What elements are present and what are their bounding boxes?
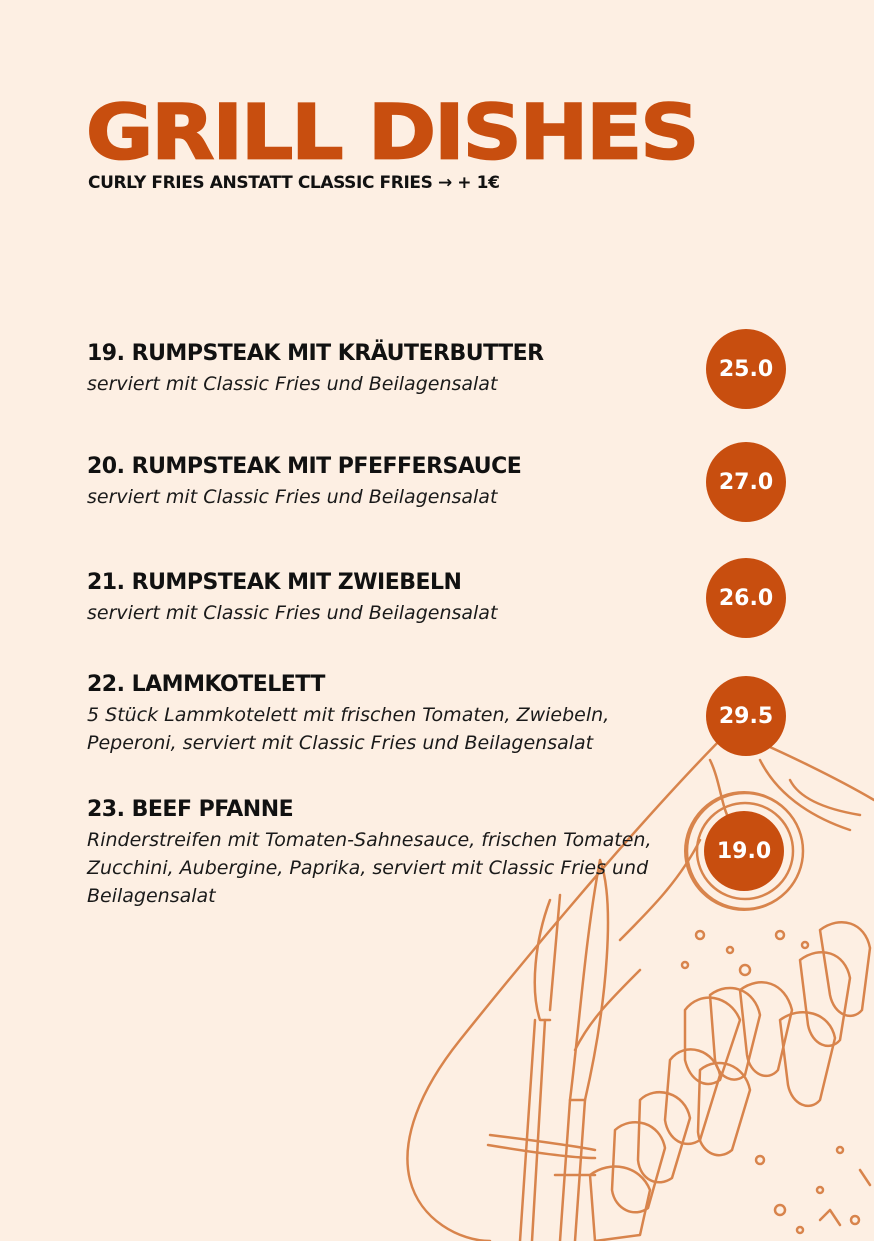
steak-slices bbox=[590, 922, 870, 1241]
menu-item bbox=[87, 453, 687, 511]
item-description: serviert mit Classic Fries und Beilagensalat bbox=[87, 602, 498, 624]
item-description: serviert mit Classic Fries und Beilagensalat bbox=[87, 486, 498, 508]
item-name: 23. BEEF PFANNE bbox=[87, 797, 294, 822]
item-name: 22. LAMMKOTELETT bbox=[87, 672, 325, 697]
menu-item bbox=[87, 671, 687, 757]
price-badge: 29.5 bbox=[706, 676, 786, 756]
item-description: 5 Stück Lammkotelett mit frischen Tomaten, Zwiebeln, Peperoni, serviert mit Classic Fries und Beilagensalat bbox=[87, 704, 610, 754]
item-name: 20. RUMPSTEAK MIT PFEFFERSAUCE bbox=[87, 454, 522, 479]
menu-item bbox=[87, 569, 687, 627]
crumbs bbox=[682, 931, 870, 1233]
price-badge: 25.0 bbox=[706, 329, 786, 409]
item-description: Rinderstreifen mit Tomaten-Sahnesauce, frischen Tomaten, Zucchini, Aubergine, Paprika, serviert mit Classic Fries und Beilagensalat bbox=[87, 829, 652, 907]
fork-icon bbox=[550, 895, 560, 1010]
item-description: serviert mit Classic Fries und Beilagensalat bbox=[87, 373, 498, 395]
menu-item bbox=[87, 796, 687, 910]
item-name: 19. RUMPSTEAK MIT KRÄUTERBUTTER bbox=[87, 341, 544, 366]
menu-item bbox=[87, 340, 687, 398]
page-title: GRILL DISHES bbox=[86, 89, 698, 177]
page-subtitle: CURLY FRIES ANSTATT CLASSIC FRIES → + 1€ bbox=[88, 173, 500, 193]
price-badge: 19.0 bbox=[704, 811, 784, 891]
price-badge: 27.0 bbox=[706, 442, 786, 522]
item-name: 21. RUMPSTEAK MIT ZWIEBELN bbox=[87, 570, 462, 595]
price-badge: 26.0 bbox=[706, 558, 786, 638]
